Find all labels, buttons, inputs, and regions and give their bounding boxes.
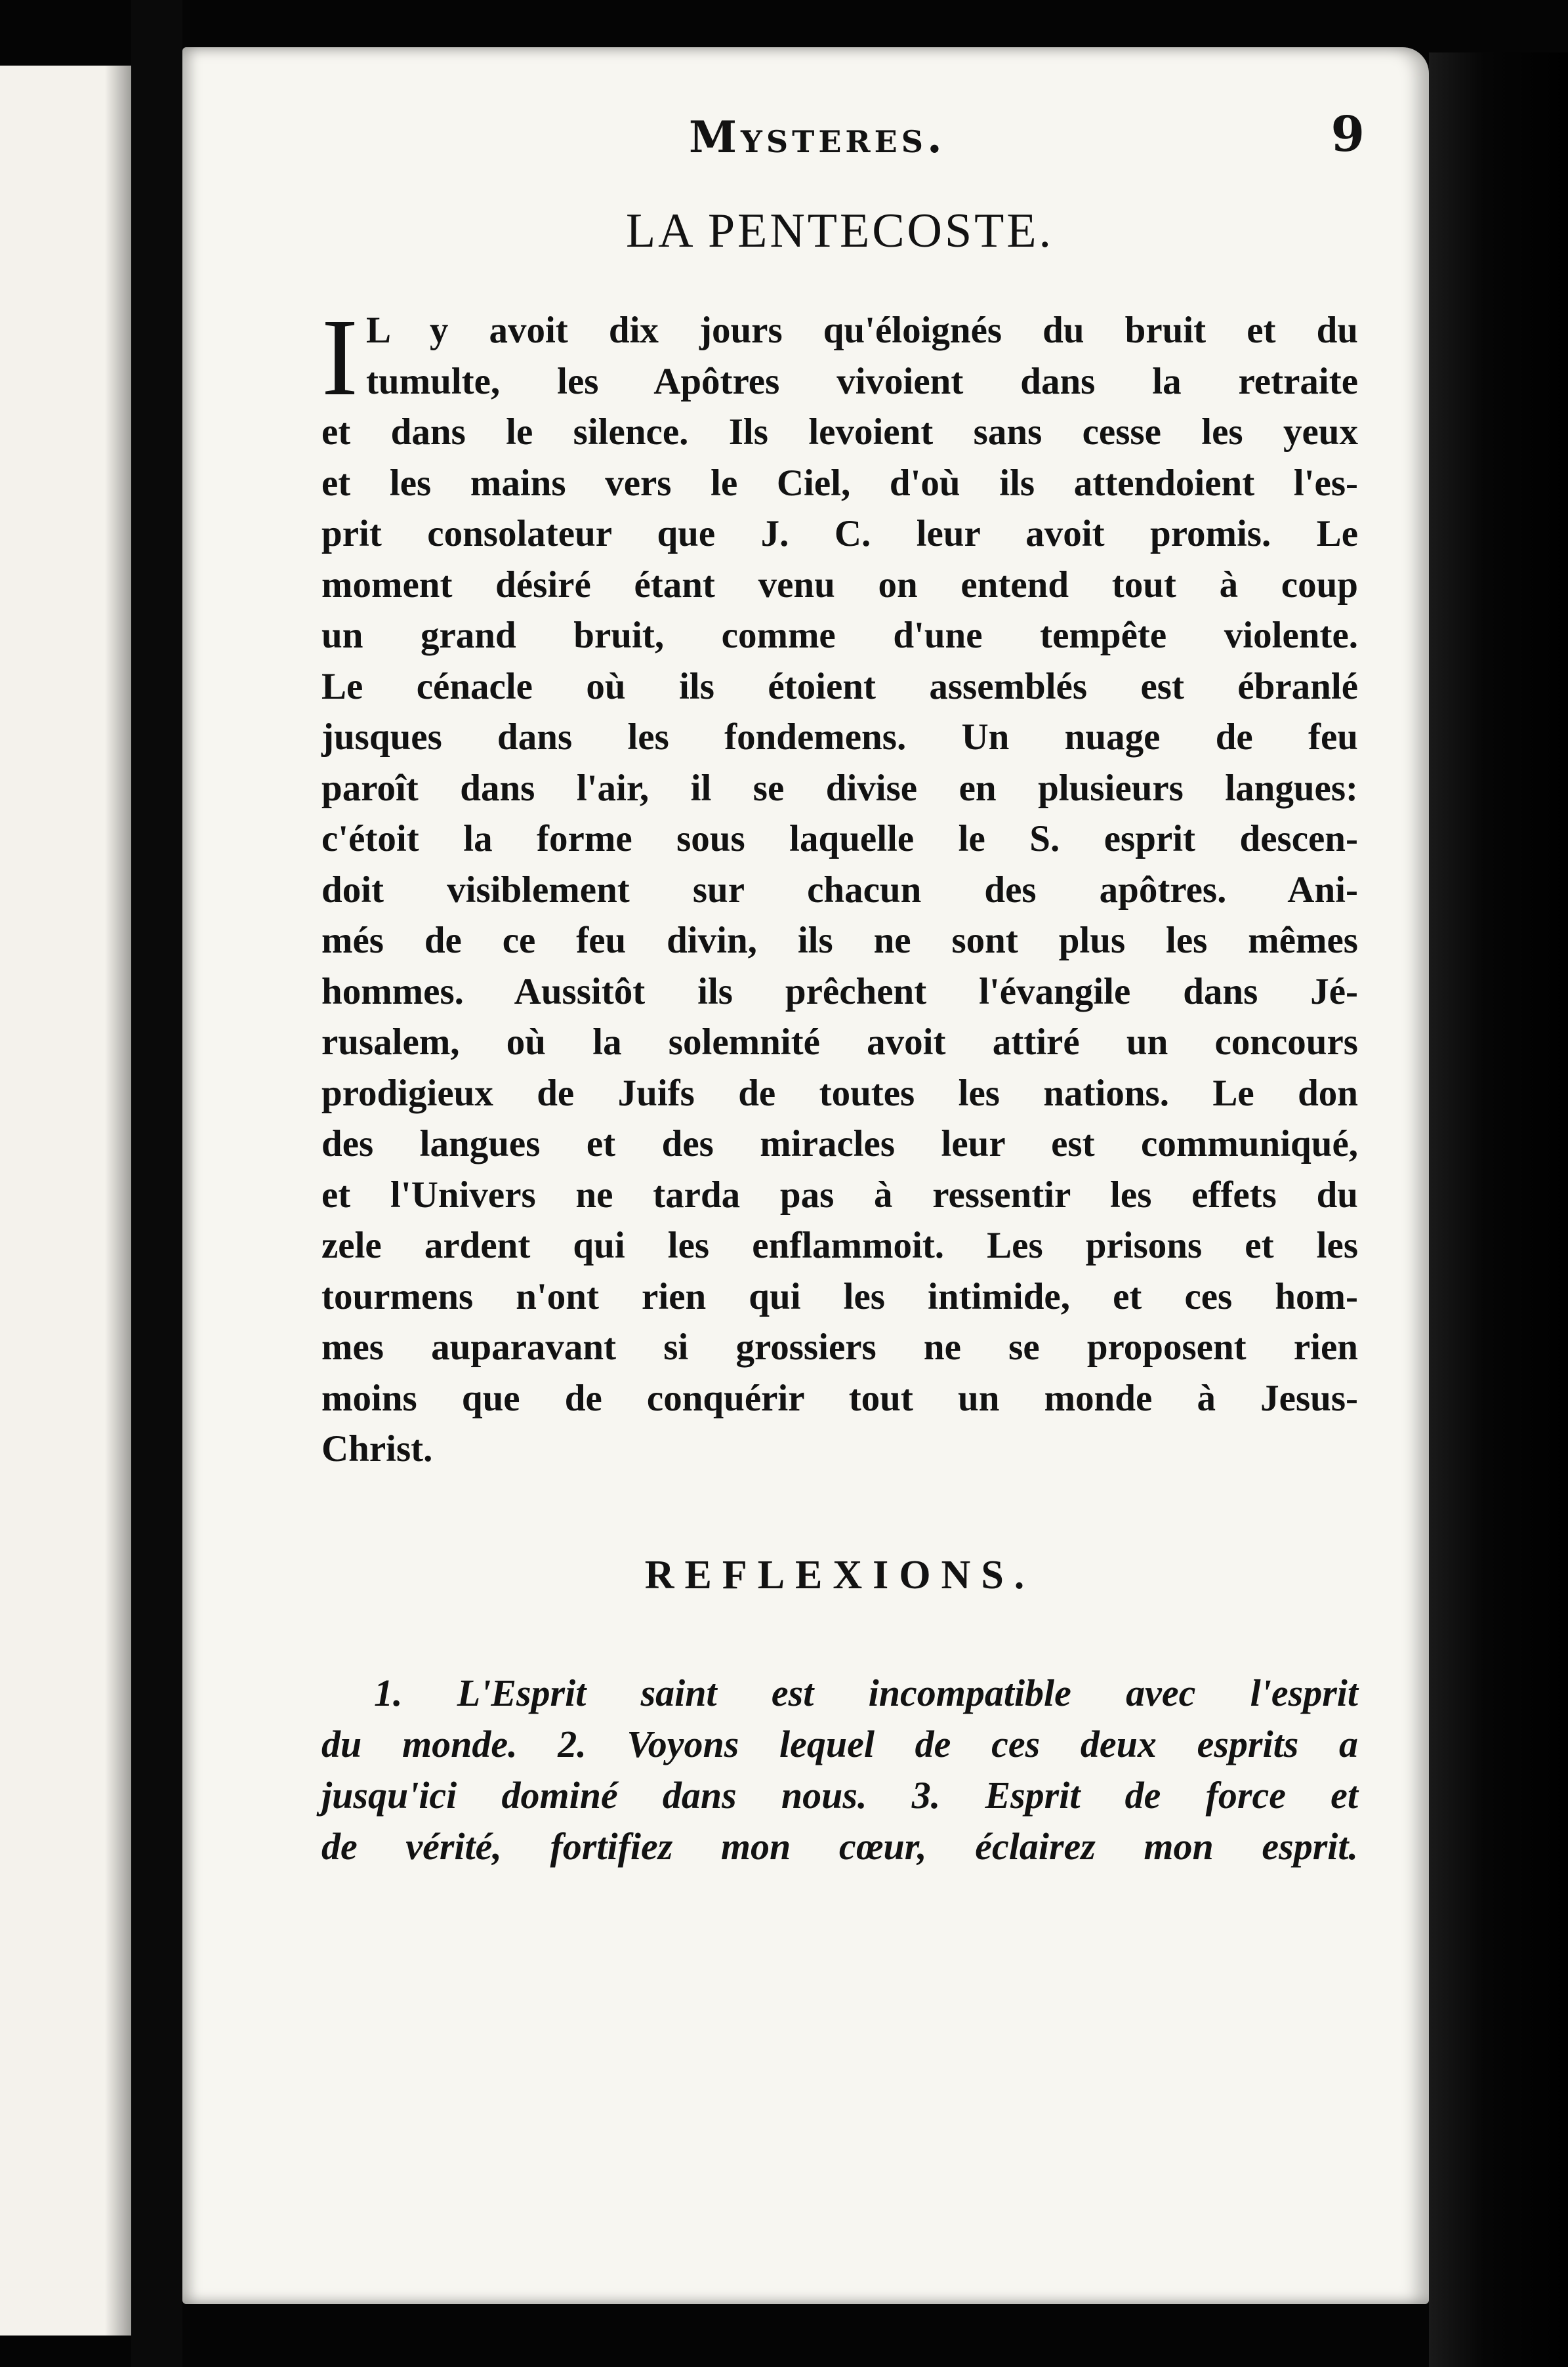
running-head [321,106,1365,177]
body-line: tumulte, les Apôtres vivoient dans la retraite [365,360,1358,402]
body-line: rusalem, où la solemnité avoit attiré un concours [321,1021,1358,1063]
body-line: prit consolateur que J. C. leur avoit promis. Le [321,513,1358,554]
body-line: més de ce feu divin, ils ne sont plus les mêmes [321,920,1358,961]
body-line: et les mains vers le Ciel, d'où ils attendoient l'es- [321,462,1358,504]
chapter-title: LA PENTECOSTE. [625,204,1054,258]
reflexion-line: de vérité, fortifiez mon cœur, éclairez mon esprit. [321,1824,1358,1868]
body-line: Le cénacle où ils étoient assemblés est ébranlé [321,665,1358,707]
body-line: tourmens n'ont rien qui les intimide, et ces hom- [321,1275,1358,1317]
body-line: mes auparavant si grossiers ne se proposent rien [321,1327,1358,1368]
reflexions-body [321,1668,1358,1872]
body-line: zele ardent qui les enflammoit. Les prisons et les [321,1225,1358,1266]
body-line: un grand bruit, comme d'une tempête violente. [321,615,1358,656]
body-line: paroît dans l'air, il se divise en plusieurs langues: [321,767,1358,809]
page-number: 9 [1331,106,1365,163]
body-line: et l'Univers ne tarda pas à ressentir les effets du [321,1174,1358,1216]
reflexion-line: du monde. 2. Voyons lequel de ces deux esprits a [321,1722,1358,1765]
body-line: L y avoit dix jours qu'éloignés du bruit et du [365,310,1358,351]
body-line: et dans le silence. Ils levoient sans cesse les yeux [321,411,1358,453]
drop-cap: I [321,297,358,419]
body-line: c'étoit la forme sous laquelle le S. esprit descen- [321,818,1358,859]
body-line: doit visiblement sur chacun des apôtres. Ani- [321,869,1358,911]
left-page-edge [0,66,133,2336]
body-line: Christ. [321,1428,433,1470]
page-content [321,106,1365,1872]
body-line: des langues et des miracles leur est communiqué, [321,1123,1358,1164]
running-title: Mysteres. [689,112,946,163]
book-gutter [131,0,182,2367]
reflexion-line: 1. L'Esprit saint est incompatible avec l'esprit [374,1671,1358,1714]
body-line: moins que de conquérir tout un monde à Jesus- [321,1377,1358,1419]
body-line: hommes. Aussitôt ils prêchent l'évangile dans Jé- [321,970,1358,1012]
section-title-reflexions: REFLEXIONS. [644,1552,1035,1597]
chapter-body [321,297,1358,1475]
body-line: jusques dans les fondemens. Un nuage de feu [321,716,1358,758]
reflexion-line: jusqu'ici dominé dans nous. 3. Esprit de force et [321,1773,1358,1817]
body-line: moment désiré étant venu on entend tout à coup [321,564,1358,606]
page-edge-shadow [1429,52,1568,2367]
body-line: prodigieux de Juifs de toutes les nations. Le don [321,1072,1358,1114]
